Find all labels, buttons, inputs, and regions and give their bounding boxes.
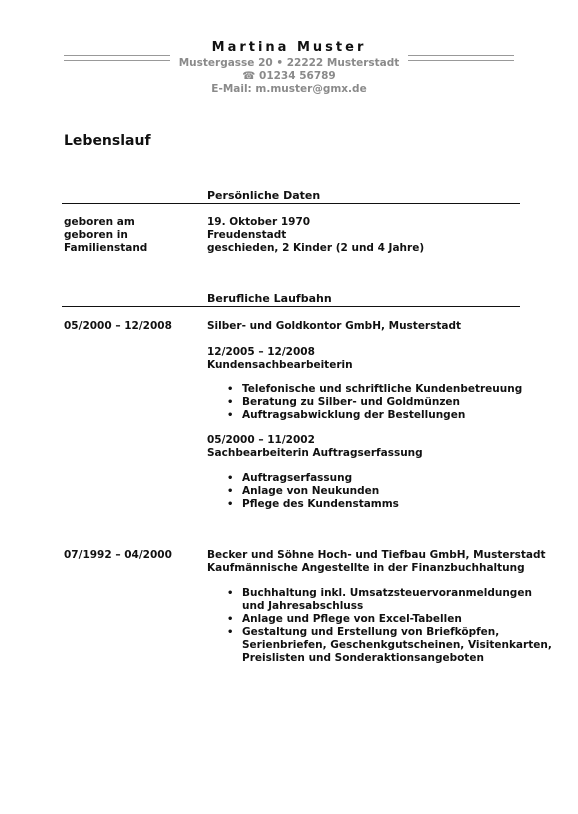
personal-value: 19. Oktober 1970 [207, 216, 311, 228]
section-heading-career: Berufliche Laufbahn [207, 292, 332, 305]
task-list [227, 472, 399, 511]
job-period: 05/2000 – 12/2008 [64, 320, 172, 332]
list-item-line: Serienbriefen, Geschenkgutscheinen, Visitenkarten, [242, 639, 552, 651]
phone-icon: ☎ [242, 70, 256, 82]
document-title: Lebenslauf [64, 133, 151, 149]
applicant-phone: 01234 56789 [259, 70, 336, 82]
position-role: Kundensachbearbeiterin [207, 359, 353, 371]
personal-label: Familienstand [64, 242, 148, 254]
list-item [227, 626, 552, 665]
job-employer: Silber- und Goldkontor GmbH, Musterstadt [207, 320, 462, 332]
position-period: 12/2005 – 12/2008 [207, 346, 315, 358]
task-list [227, 383, 522, 422]
job-role: Kaufmännische Angestellte in der Finanzbuchhaltung [207, 562, 525, 574]
applicant-email[interactable]: E-Mail: m.muster@gmx.de [211, 83, 367, 95]
list-item: • Auftragserfassung [227, 472, 399, 485]
list-item: • Beratung zu Silber- und Goldmünzen [227, 396, 522, 409]
job-period: 07/1992 – 04/2000 [64, 549, 172, 561]
position-period: 05/2000 – 11/2002 [207, 434, 315, 446]
list-item: • Auftragsabwicklung der Bestellungen [227, 409, 522, 422]
list-item-line: Preislisten und Sonderaktionsangeboten [242, 652, 484, 664]
list-item [227, 613, 552, 626]
list-item-line: • Gestaltung und Erstellung von Briefköpfen, [242, 626, 500, 638]
position-role: Sachbearbeiterin Auftragserfassung [207, 447, 423, 459]
applicant-phone-line [0, 69, 578, 83]
personal-label: geboren in [64, 229, 128, 241]
section-rule-personal [62, 203, 520, 204]
personal-value: Freudenstadt [207, 229, 287, 241]
list-item-line: • Buchhaltung inkl. Umsatzsteuervoranmeldungen [242, 587, 532, 599]
applicant-address: Mustergasse 20 • 22222 Musterstadt [178, 57, 400, 69]
task-list [227, 587, 552, 665]
list-item [227, 587, 552, 613]
list-item-line: und Jahresabschluss [242, 600, 364, 612]
section-heading-personal: Persönliche Daten [207, 189, 321, 202]
job-employer: Becker und Söhne Hoch- und Tiefbau GmbH, Musterstadt [207, 549, 546, 561]
list-item: • Telefonische und schriftliche Kundenbetreuung [227, 383, 522, 396]
personal-value: geschieden, 2 Kinder (2 und 4 Jahre) [207, 242, 425, 254]
section-rule-career [62, 306, 520, 307]
applicant-name: Martina Muster [211, 40, 367, 55]
list-item: • Pflege des Kundenstamms [227, 498, 399, 511]
personal-label: geboren am [64, 216, 135, 228]
list-item-line: • Anlage und Pflege von Excel-Tabellen [242, 613, 462, 625]
list-item: • Anlage von Neukunden [227, 485, 399, 498]
